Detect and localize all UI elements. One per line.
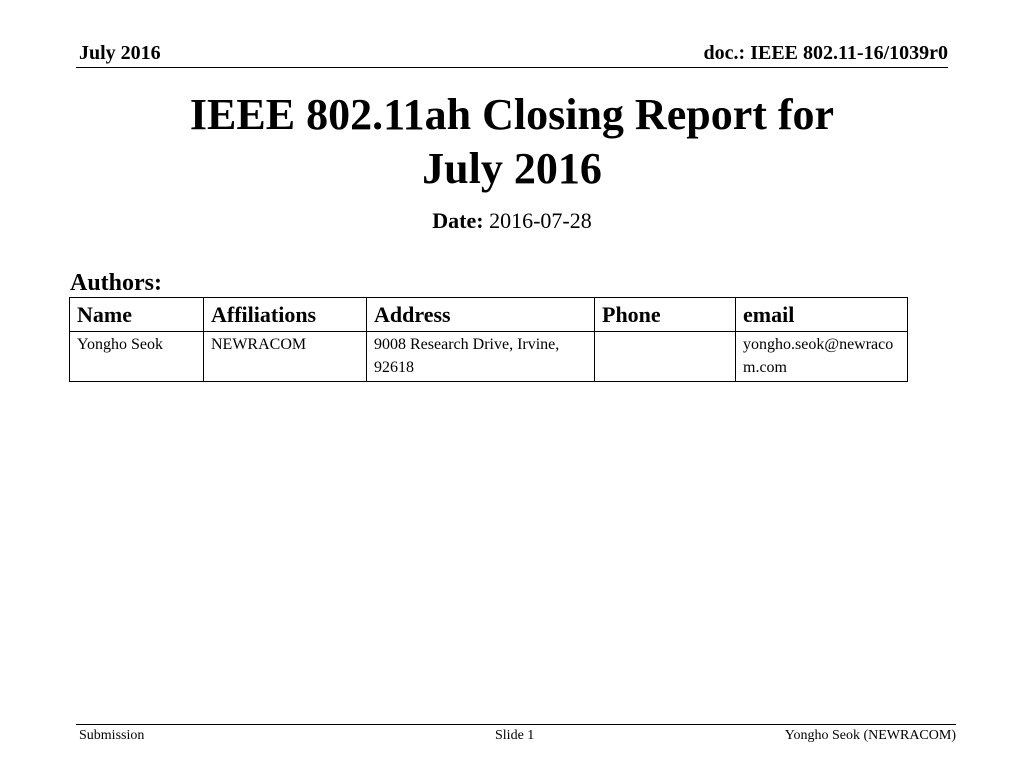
footer-submission: Submission — [79, 728, 145, 743]
column-header-affiliations: Affiliations — [204, 298, 367, 332]
authors-table-header-row — [70, 298, 908, 332]
author-phone — [595, 332, 736, 382]
column-header-email: email — [736, 298, 908, 332]
column-header-name: Name — [70, 298, 204, 332]
header-divider — [76, 67, 948, 68]
author-email: yongho.seok@newracom.com — [736, 332, 908, 382]
date-label: Date: — [432, 208, 484, 233]
authors-label: Authors: — [70, 270, 163, 296]
header-doc-id: doc.: IEEE 802.11-16/1039r0 — [703, 42, 948, 64]
header-date: July 2016 — [79, 42, 161, 64]
author-address: 9008 Research Drive, Irvine, 92618 — [367, 332, 595, 382]
date-value: 2016-07-28 — [489, 208, 592, 233]
column-header-address: Address — [367, 298, 595, 332]
table-row — [70, 332, 908, 382]
author-affiliation: NEWRACOM — [204, 332, 367, 382]
slide-date — [0, 208, 1024, 234]
slide-title-line-2: July 2016 — [422, 144, 602, 193]
column-header-phone: Phone — [595, 298, 736, 332]
footer-divider — [76, 724, 956, 725]
footer-slide-number: Slide 1 — [495, 728, 535, 743]
slide-title — [0, 88, 1024, 196]
author-name: Yongho Seok — [70, 332, 204, 382]
footer-author: Yongho Seok (NEWRACOM) — [784, 728, 956, 743]
slide-title-line-1: IEEE 802.11ah Closing Report for — [189, 90, 835, 139]
authors-table — [69, 297, 908, 382]
